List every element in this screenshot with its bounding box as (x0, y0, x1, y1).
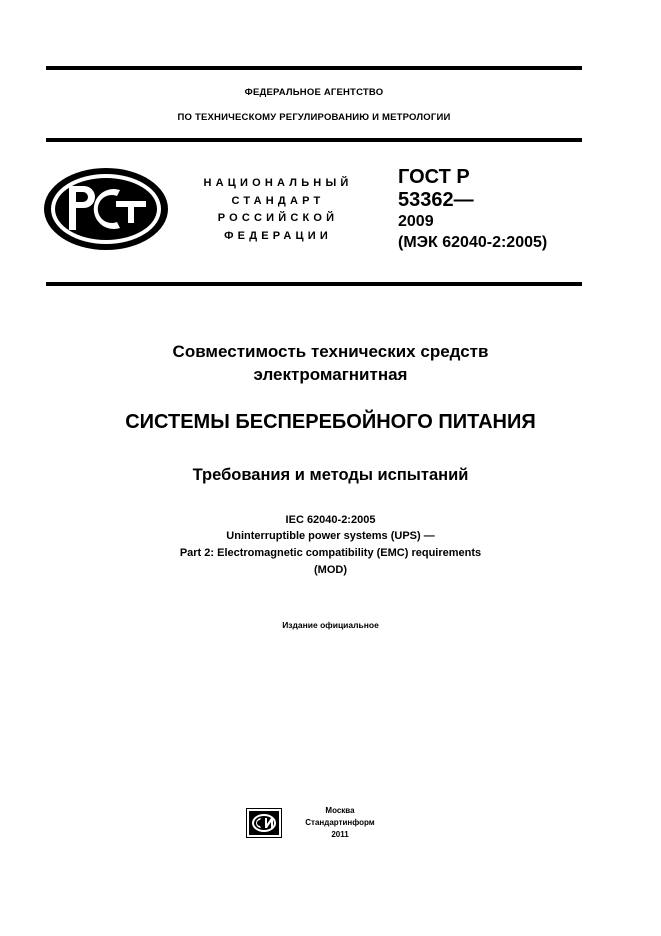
publisher-year: 2011 (331, 830, 349, 839)
publisher-emblem (246, 808, 282, 838)
edition-note: Издание официальное (282, 620, 379, 630)
header-divider-rule (46, 138, 582, 142)
title-main: СИСТЕМЫ БЕСПЕРЕБОЙНОГО ПИТАНИЯ (125, 411, 536, 433)
national-standard-line1: НАЦИОНАЛЬНЫЙ (203, 177, 353, 189)
title-subtitle: Требования и методы испытаний (192, 466, 469, 484)
standartinform-logo-icon (246, 808, 282, 838)
rst-emblem (42, 166, 170, 252)
gost-designation-line3: 2009 (398, 213, 434, 230)
national-standard-line3: РОССИЙСКОЙ (217, 212, 339, 224)
iec-title-line2: Part 2: Electromagnetic compatibility (EMC) requirements (179, 547, 482, 559)
iec-modification: (MOD) (314, 564, 347, 576)
publisher-name: Стандартинформ (305, 818, 375, 827)
national-standard-line4: ФЕДЕРАЦИИ (224, 230, 332, 242)
agency-name-line1: ФЕДЕРАЛЬНОЕ АГЕНТСТВО (244, 87, 384, 98)
rst-logo-icon (42, 166, 170, 252)
publisher-city: Москва (325, 806, 355, 815)
gost-designation-line4: (МЭК 62040-2:2005) (398, 234, 548, 251)
gost-designation-line2: 53362— (398, 189, 474, 211)
national-standard-line2: СТАНДАРТ (231, 195, 325, 207)
iec-designation: IEC 62040-2:2005 (285, 514, 376, 526)
title-divider-rule (46, 282, 582, 286)
gost-designation-line1: ГОСТ Р (398, 166, 470, 188)
agency-name-line2: ПО ТЕХНИЧЕСКОМУ РЕГУЛИРОВАНИЮ И МЕТРОЛОГИИ (177, 112, 451, 123)
top-rule (46, 66, 582, 70)
title-line2: электромагнитная (253, 365, 408, 384)
title-line1: Совместимость технических средств (172, 342, 489, 361)
iec-title-line1: Uninterruptible power systems (UPS) — (226, 530, 435, 542)
